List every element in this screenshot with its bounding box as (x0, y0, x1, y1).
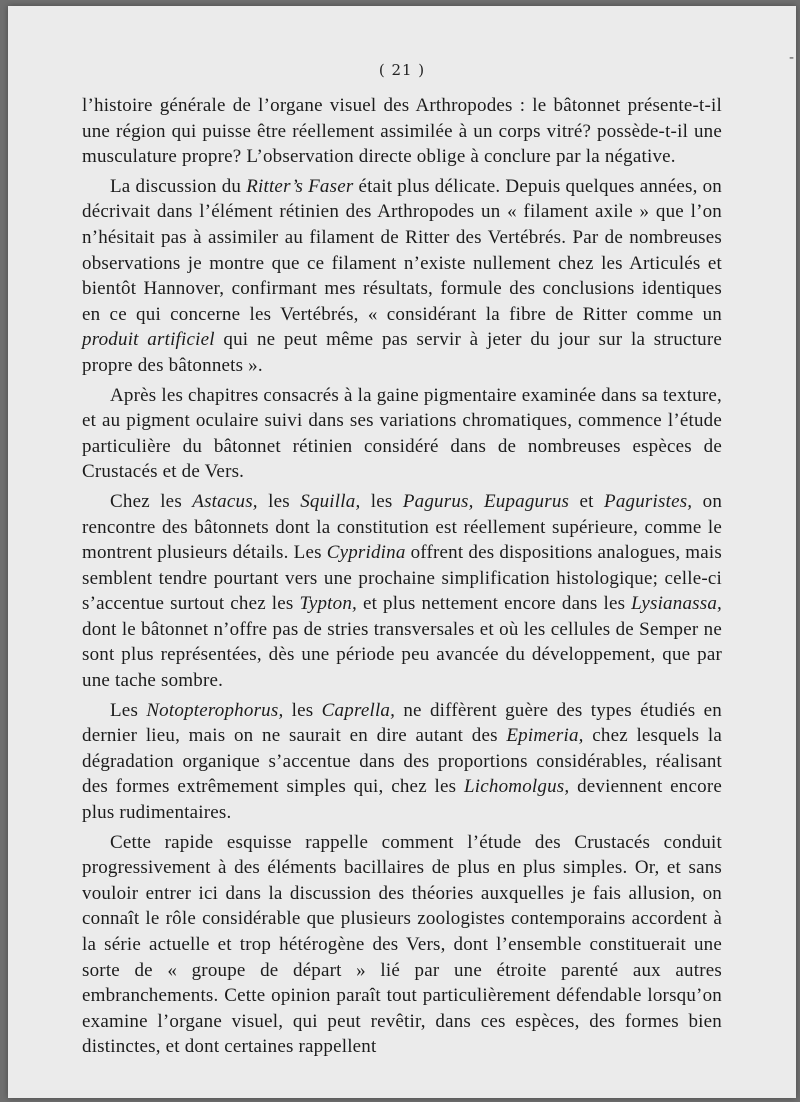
paragraph-3 (82, 383, 722, 485)
text-run: La discussion du (110, 175, 247, 197)
margin-mark: - (788, 50, 794, 66)
italic-term: Ritter’s Faser (246, 175, 354, 197)
text-run: Les (110, 699, 147, 721)
text-run: qui ne peut même pas servir à jeter du jour sur la structure propre des bâtonnets ». (82, 329, 722, 376)
italic-term: Lichomolgus, (464, 776, 570, 798)
text-run: chez lesquels la dégradation organique s’accentue dans des proportions considérables, réalisant des formes extrêmement simples qui, chez les (82, 725, 722, 798)
text-run: l’histoire générale de l’organe visuel des Arthropodes : le bâtonnet présente-t-il une région qui puisse être réellement assimilée à un corps vitré? possède-t-il une musculature propre? L’observation directe oblige à conclure par la négative. (82, 95, 722, 168)
italic-term: Lysianassa, (631, 593, 722, 615)
text-run: ne diffèrent guère des types étudiés en dernier lieu, mais on ne saurait en dire autant des (82, 699, 722, 747)
paragraph-4 (82, 489, 722, 694)
text-run: deviennent encore plus rudimentaires. (82, 776, 722, 824)
paragraph-2 (82, 174, 722, 379)
italic-term: Pagurus, Eupagurus (402, 490, 570, 512)
italic-term: Squilla, (300, 490, 361, 512)
italic-term: Astacus, (192, 490, 258, 512)
text-run: les (283, 699, 322, 721)
text-run: les (257, 490, 301, 512)
text-run: et (569, 490, 605, 512)
italic-term: Caprella, (321, 699, 396, 721)
italic-term: Epimeria, (506, 725, 584, 747)
text-run: Cette rapide esquisse rappelle comment l’étude des Crustacés conduit progressivement à des éléments bacillaires de plus en plus simples. Or, et sans vouloir entrer ici dans la discussion des théories auxquelles je fais allusion, on connaît le rôle considérable que plusieurs zoologistes contemporains accordent à la série actuelle et trop hétérogène des Vers, dont l’ensemble constituerait une sorte de « groupe de départ » lié par une étroite parenté aux autres embranchements. Cette opinion paraît tout particulièrement défendable lorsqu’on examine l’organe visuel, qui peut revêtir, dans ces espèces, des formes bien distinctes, et dont certaines rappellent (82, 831, 722, 1058)
text-run: offrent des dispositions analogues, mais semblent tendre pourtant vers une prochaine simplification histologique; celle-ci s’accentue surtout chez les (82, 542, 722, 615)
text-run: et plus nettement encore dans les (357, 593, 632, 615)
paragraph-5 (82, 698, 722, 826)
text-run: était plus délicate. Depuis quelques années, on décrivait dans l’élément rétinien des Arthropodes un « filament axile » que l’on n’hésitait pas à assimiler au filament de Ritter des Vertébrés. Par de nombreuses observations je montre que ce filament n’existe nullement chez les Articulés et bientôt Hannover, confirmant mes résultats, formule des conclusions identiques en ce qui concerne les Vertébrés, « considérant la fibre de Ritter comme un (82, 175, 723, 325)
text-run: on rencontre des bâtonnets dont la constitution est réellement supérieure, comme le montrent plusieurs détails. Les (82, 490, 723, 564)
text-run: Chez les (110, 490, 193, 512)
italic-term: produit artificiel (82, 329, 215, 351)
italic-term: Typton, (299, 593, 357, 615)
paragraph-1 (82, 93, 722, 170)
text-run: Après les chapitres consacrés à la gaine pigmentaire examinée dans sa texture, et au pigment oculaire suivi dans ses variations chromatiques, commence l’étude particulière du bâtonnet rétinien considéré dans de nombreuses espèces de Crustacés et de Vers. (82, 384, 722, 483)
text-run: dont le bâtonnet n’offre pas de stries transversales et où les cellules de Semper ne sont plus représentées, dès une période peu avancée du développement, que par une tache sombre. (82, 618, 722, 692)
text-run: les (360, 490, 403, 512)
italic-term: Paguristes, (604, 490, 693, 512)
italic-term: Cypridina (326, 542, 406, 564)
paragraph-6 (82, 830, 722, 1060)
text-body (82, 93, 722, 1060)
book-page (8, 6, 796, 1098)
page-number: ( 21 ) (378, 61, 426, 79)
italic-term: Notopterophorus, (146, 699, 284, 721)
